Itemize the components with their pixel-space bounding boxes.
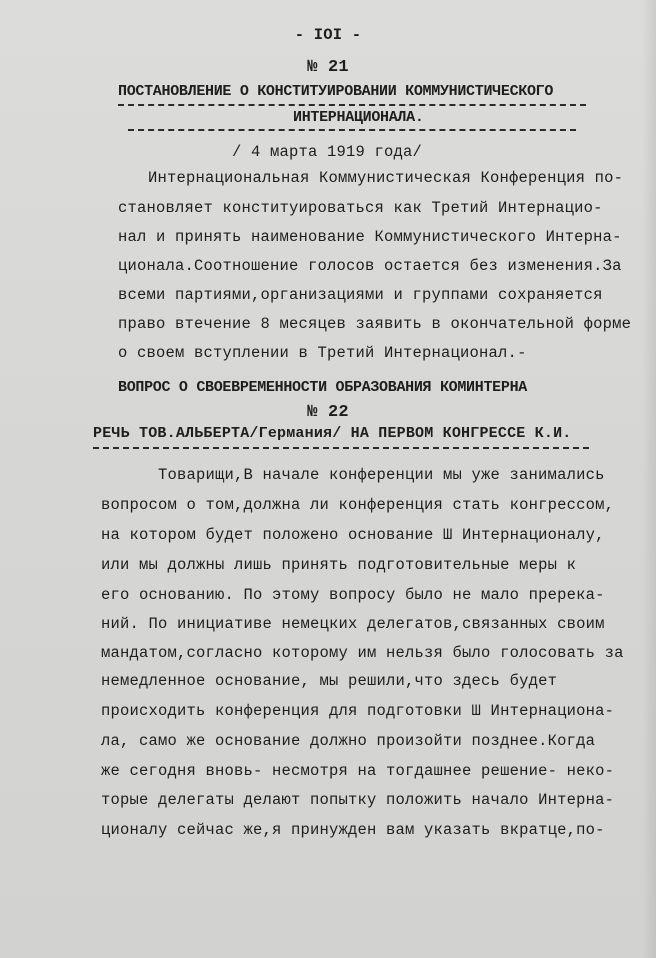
doc22-body-line: происходить конференция для подготовки Ш Интернациона- [101,702,615,720]
doc22-body-line: мандатом,согласно которому им нельзя было голосовать за [101,644,624,662]
doc21-body-line: нал и принять наименование Коммунистического Интерна- [118,228,622,246]
doc22-body-line: ний. По инициативе немецких делегатов,связанных своим [101,615,605,633]
doc21-title-line2: ИНТЕРНАЦИОНАЛА. [293,109,424,126]
doc21-body-line: о своем вступлении в Третий Интернационал.- [118,344,527,362]
doc22-body-line: же сегодня вновь- несмотря на тогдашнее решение- неко- [101,762,615,780]
doc21-body-line: Интернациональная Коммунистическая Конференция по- [148,169,624,187]
doc21-number: № 21 [307,58,349,77]
doc21-body-line: право втечение 8 месяцев заявить в окончательной форме [118,315,632,333]
doc22-body-line: ционалу сейчас же,я принужден вам указать вкратце,по- [101,821,605,839]
doc22-body-line: или мы должны лишь принять подготовительные меры к [101,556,577,574]
doc22-body-line: торые делегаты делают попытку положить начало Интерна- [101,791,615,809]
doc21-body-line: становляет конституироваться как Третий Интернацио- [118,199,603,217]
doc22-body-line: его основанию. По этому вопросу было не мало пререка- [101,586,605,604]
title-underline-2 [128,129,576,131]
doc22-body-line: вопросом о том,должна ли конференция стать конгрессом, [101,496,615,514]
section-heading: ВОПРОС О СВОЕВРЕМЕННОСТИ ОБРАЗОВАНИЯ КОМИНТЕРНА [118,379,527,396]
doc21-title-line1: ПОСТАНОВЛЕНИЕ О КОНСТИТУИРОВАНИИ КОММУНИСТИЧЕСКОГО [118,83,554,100]
doc21-date: / 4 марта 1919 года/ [232,143,423,161]
doc22-body-line: на котором будет положено основание Ш Интернационалу, [101,526,605,544]
doc22-body-line: Товарищи,В начале конференции мы уже занимались [158,466,605,484]
doc21-body-line: всеми партиями,организациями и группами сохраняется [118,286,603,304]
page-number: - IOI - [294,26,362,44]
doc21-body-line: ционала.Соотношение голосов остается без изменения.За [118,257,622,275]
title-underline-3 [93,447,589,449]
doc22-number: № 22 [307,403,349,422]
doc22-title: РЕЧЬ ТОВ.АЛЬБЕРТА/Германия/ НА ПЕРВОМ КОНГРЕССЕ К.И. [93,425,572,442]
doc22-body-line: ла, само же основание должно произойти позднее.Когда [101,732,596,750]
title-underline-1 [118,104,586,106]
doc22-body-line: немедленное основание, мы решили,что здесь будет [101,672,558,690]
